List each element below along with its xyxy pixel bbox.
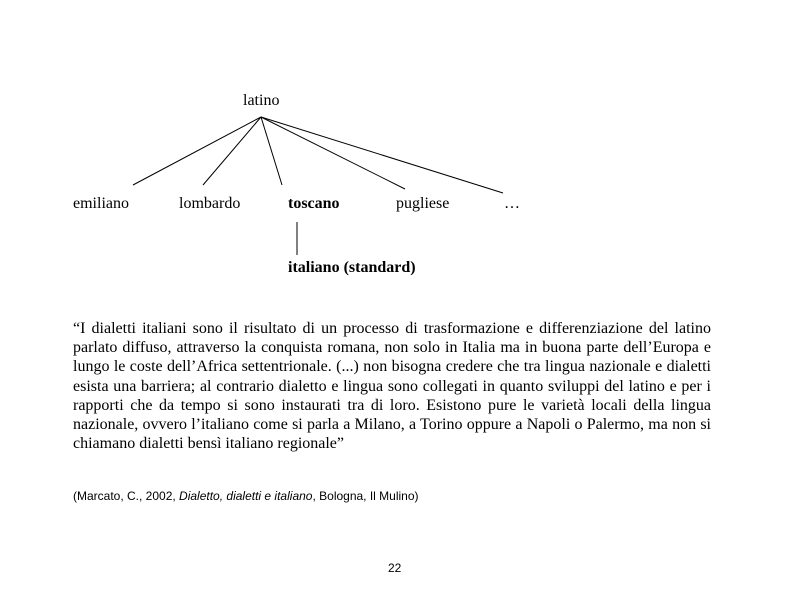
- tree-node-ellipsis: …: [504, 195, 520, 212]
- citation-title: Dialetto, dialetti e italiano: [179, 489, 313, 503]
- edge-latino-pugliese: [261, 117, 405, 189]
- page-number: 22: [388, 561, 402, 575]
- tree-node-toscano: toscano: [288, 195, 340, 212]
- tree-node-italiano-standard: italiano (standard): [288, 259, 416, 276]
- quote-paragraph: “I dialetti italiani sono il risultato di un processo di trasformazione e differenziazione del latino parlato diffuso, attraverso la conquista romana, non solo in Italia ma in buona parte dell’Europa e lungo le coste dell’Africa settentrionale. (...) non bisogna credere che tra lingua nazionale e dialetti esista una barriera; al contrario dialetto e lingua sono collegati in quanto sviluppi del latino e per i rapporti che da tempo si sono instaurati tra di loro. Esistono pure le varietà locali della lingua nazionale, ovvero l’italiano come si parla a Milano, a Torino oppure a Napoli o Palermo, ma non si chiamano dialetti bensì italiano regionale”: [73, 320, 711, 453]
- citation-prefix: (Marcato, C., 2002,: [73, 489, 180, 503]
- edge-latino-lombardo: [203, 117, 261, 185]
- tree-node-emiliano: emiliano: [73, 195, 129, 212]
- citation-suffix: , Bologna, Il Mulino): [312, 489, 419, 503]
- edge-latino-ellipsis: [261, 117, 503, 193]
- tree-node-lombardo: lombardo: [179, 195, 241, 212]
- tree-node-latino: latino: [243, 92, 280, 109]
- citation: [73, 489, 419, 503]
- tree-node-pugliese: pugliese: [396, 195, 450, 212]
- edge-latino-emiliano: [133, 117, 261, 185]
- edge-latino-toscano: [261, 117, 282, 185]
